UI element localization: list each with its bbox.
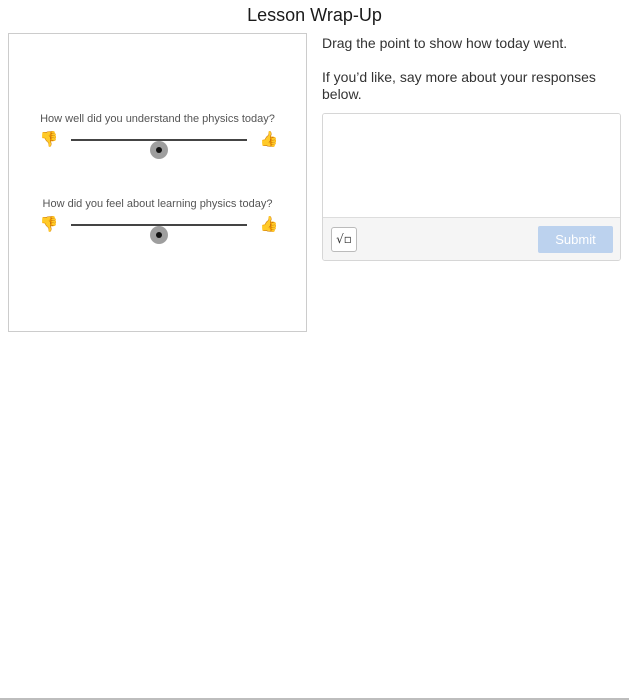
slider-track[interactable] (71, 224, 247, 226)
instruction-explain: If you’d like, say more about your responses below. (322, 69, 596, 102)
instructions (322, 35, 622, 120)
slider-question-understanding: How well did you understand the physics today? (40, 113, 275, 125)
thumbs-down-icon: 👎 (39, 130, 59, 148)
instruction-drag: Drag the point to show how today went. (322, 35, 568, 51)
response-footer (323, 217, 620, 260)
graph-panel (8, 33, 307, 332)
slider-understanding (39, 129, 279, 151)
thumbs-down-icon: 👎 (39, 215, 59, 233)
slider-question-feeling: How did you feel about learning physics today? (42, 198, 273, 210)
slider-feeling (39, 214, 279, 236)
response-input[interactable] (323, 114, 620, 218)
page-title: Lesson Wrap-Up (247, 5, 382, 25)
slider-handle-understanding[interactable] (150, 141, 168, 159)
math-input-button[interactable] (331, 227, 357, 252)
thumbs-up-icon: 👍 (259, 130, 279, 148)
sqrt-icon: √▫ (336, 232, 352, 246)
submit-button[interactable]: Submit (538, 226, 613, 253)
slider-track[interactable] (71, 139, 247, 141)
slider-handle-feeling[interactable] (150, 226, 168, 244)
thumbs-up-icon: 👍 (259, 215, 279, 233)
response-box (322, 113, 621, 261)
